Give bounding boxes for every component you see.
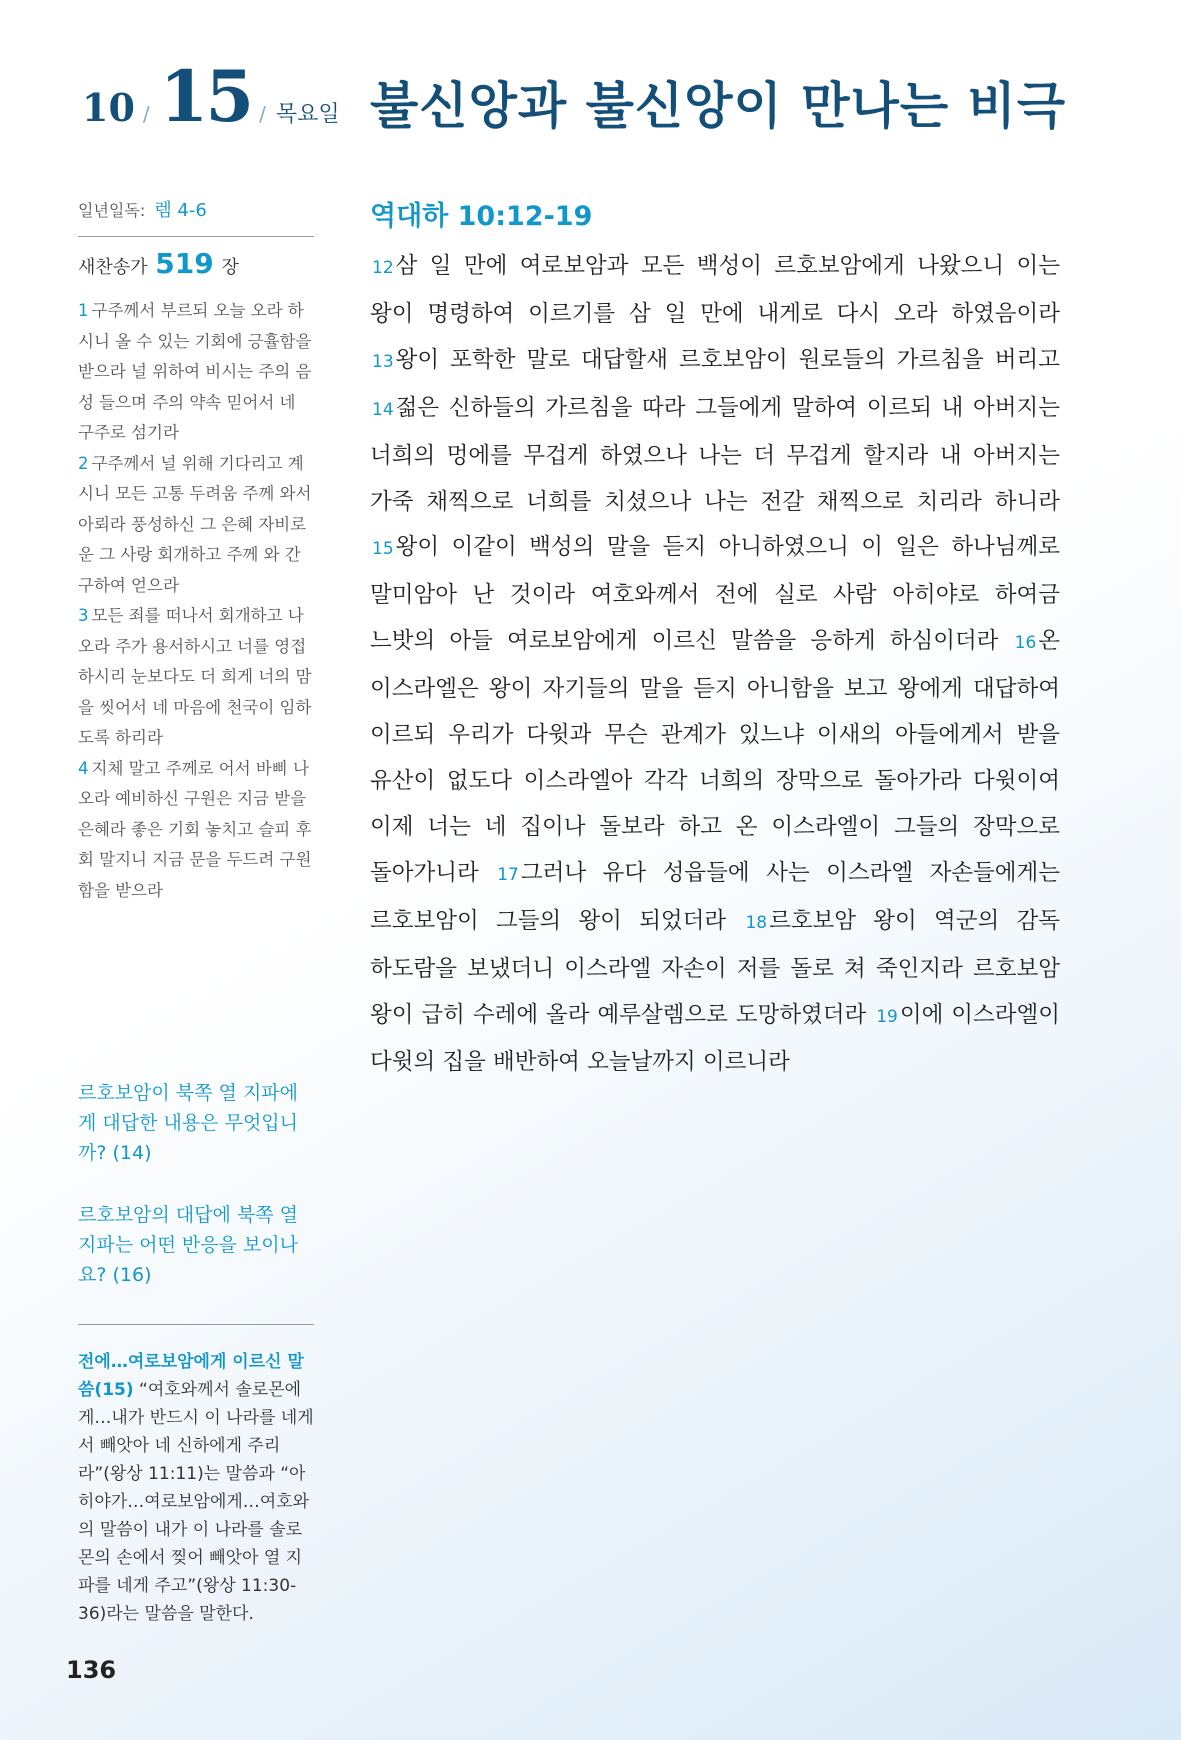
hymn-suffix: 장	[221, 257, 239, 278]
hymn-verse-number: 1	[78, 301, 89, 320]
annual-reading	[78, 196, 314, 222]
commentary-note-heading: 전에…여로보암에게 이르신 말씀(15)	[78, 1352, 304, 1400]
passage-reference: 역대하 10:12-19	[370, 201, 593, 232]
verse-number: 18	[745, 912, 768, 933]
note-divider	[78, 1324, 314, 1325]
hymn-verse	[78, 454, 311, 595]
hymn-heading	[78, 247, 314, 280]
verse-text: 르호보암 왕이 역군의 감독 하도람을 보냈더니 이스라엘 자손이 저를 돌로 쳐 죽인지라 르호보암 왕이 급히 수레에 올라 예루살렘으로 도망하였더라	[370, 907, 1061, 1028]
hymn-verse-number: 3	[78, 606, 89, 625]
date-month: 10	[82, 85, 135, 130]
hymn-verse-text: 구주께서 부르되 오늘 오라 하시니 올 수 있는 기회에 긍휼함을 받으라 널 위하여 비시는 주의 음성 들으며 주의 약속 믿어서 네 구주로 섬기라	[78, 301, 312, 442]
hymn-verse-text: 모든 죄를 떠나서 회개하고 나오라 주가 용서하시고 너를 영접하시리 눈보다도 더 희게 너의 맘을 씻어서 네 마음에 천국이 임하도록 하리라	[78, 606, 312, 747]
hymn-number: 519	[155, 247, 214, 280]
verse-text: 삼 일 만에 여로보암과 모든 백성이 르호보암에게 나왔으니 이는 왕이 명령하여 이르기를 삼 일 만에 내게로 다시 오라 하였음이라	[370, 253, 1060, 327]
commentary-note-body: “여호와께서 솔로몬에게…내가 반드시 이 나라를 네게서 빼앗아 네 신하에게 주리라”(왕상 11:11)는 말씀과 “아히야가…여로보암에게…여호와의 말씀이 내가 이 나라를 솔로몬의 손에서 찢어 빼앗아 열 지파를 네게 주고”(왕상 11:30-36)라는 말씀을 말한다.	[78, 1380, 314, 1624]
verse-number: 17	[497, 864, 519, 885]
verse-text: 왕이 포학한 말로 대답할새 르호보암이 원로들의 가르침을 버리고	[395, 346, 1060, 373]
hymn-verse-text: 지체 말고 주께로 어서 바삐 나오라 예비하신 구원은 지금 받을 은혜라 좋은 기회 놓치고 슬피 후회 말지니 지금 문을 두드려 구원함을 받으라	[78, 758, 312, 900]
hymn-verse	[78, 301, 311, 442]
annual-reading-ref: 렘 4-6	[154, 200, 207, 221]
verse-text: 이에 이스라엘이 다윗의 집을 배반하여 오늘날까지 이르니라	[370, 1001, 1060, 1076]
hymn-verse	[78, 606, 311, 747]
sidebar	[78, 196, 314, 906]
verse-number: 14	[372, 399, 394, 420]
page-number: 136	[66, 1656, 117, 1684]
verse-number: 15	[372, 539, 394, 560]
hymn-label: 새찬송가	[78, 257, 148, 278]
annual-reading-label: 일년일독:	[78, 201, 146, 220]
hymn-verse	[78, 759, 311, 900]
verse-number: 12	[372, 258, 394, 278]
reflection-question-2: 르호보암의 대답에 북쪽 열 지파는 어떤 반응을 보이나요? (16)	[78, 1204, 299, 1286]
verse-number: 13	[372, 351, 394, 372]
verse-text: 젊은 신하들의 가르침을 따라 그들에게 말하여 이르되 내 아버지는 너희의 멍에를 무겁게 하였으나 나는 더 무겁게 할지라 내 아버지는 가죽 채찍으로 너희를 치셨으나 나는 전갈 채찍으로 치리라 하니라	[370, 394, 1060, 515]
commentary-note	[78, 1348, 314, 1628]
weekday-separator: /	[259, 102, 266, 126]
date-weekday: 목요일	[275, 102, 340, 127]
verse-number: 19	[876, 1006, 898, 1027]
hymn-verse-number: 2	[78, 453, 89, 473]
hymn-verse-number: 4	[78, 758, 89, 778]
sidebar-divider	[78, 236, 314, 237]
scripture-passage	[370, 244, 1060, 1086]
verse-text: 그러나 유다 성읍들에 사는 이스라엘 자손들에게는 르호보암이 그들의 왕이 되었더라	[370, 859, 1060, 934]
reflection-question-1: 르호보암이 북쪽 열 지파에게 대답한 내용은 무엇입니까? (14)	[78, 1082, 299, 1164]
hymn-lyrics	[78, 296, 314, 906]
verse-text: 온 이스라엘은 왕이 자기들의 말을 듣지 아니함을 보고 왕에게 대답하여 이르되 우리가 다윗과 무슨 관계가 있느냐 이새의 아들에게서 받을 유산이 없도다 이스라엘아 각각 너희의 장막으로 돌아가라 다윗이여 이제 너는 네 집이나 돌보라 하고 온 이스라엘이 그들의 장막으로 돌아가니라	[370, 628, 1061, 886]
page-title: 불신앙과 불신앙이 만나는 비극	[370, 77, 1067, 135]
verse-text: 왕이 이같이 백성의 말을 듣지 아니하였으니 이 일은 하나님께로 말미암아 난 것이라 여호와께서 전에 실로 사람 아히야로 하여금 느밧의 아들 여로보암에게 이르신 말씀을 응하게 하심이더라	[370, 534, 1060, 655]
date-day: 15	[159, 55, 252, 138]
hymn-verse-text: 구주께서 널 위해 기다리고 계시니 모든 고통 두려움 주께 와서 아뢰라 풍성하신 그 은혜 자비로운 그 사랑 회개하고 주께 와 간구하여 얻으라	[78, 453, 312, 595]
date-header	[82, 55, 340, 138]
verse-number: 16	[1014, 633, 1037, 654]
date-separator: /	[142, 102, 150, 126]
